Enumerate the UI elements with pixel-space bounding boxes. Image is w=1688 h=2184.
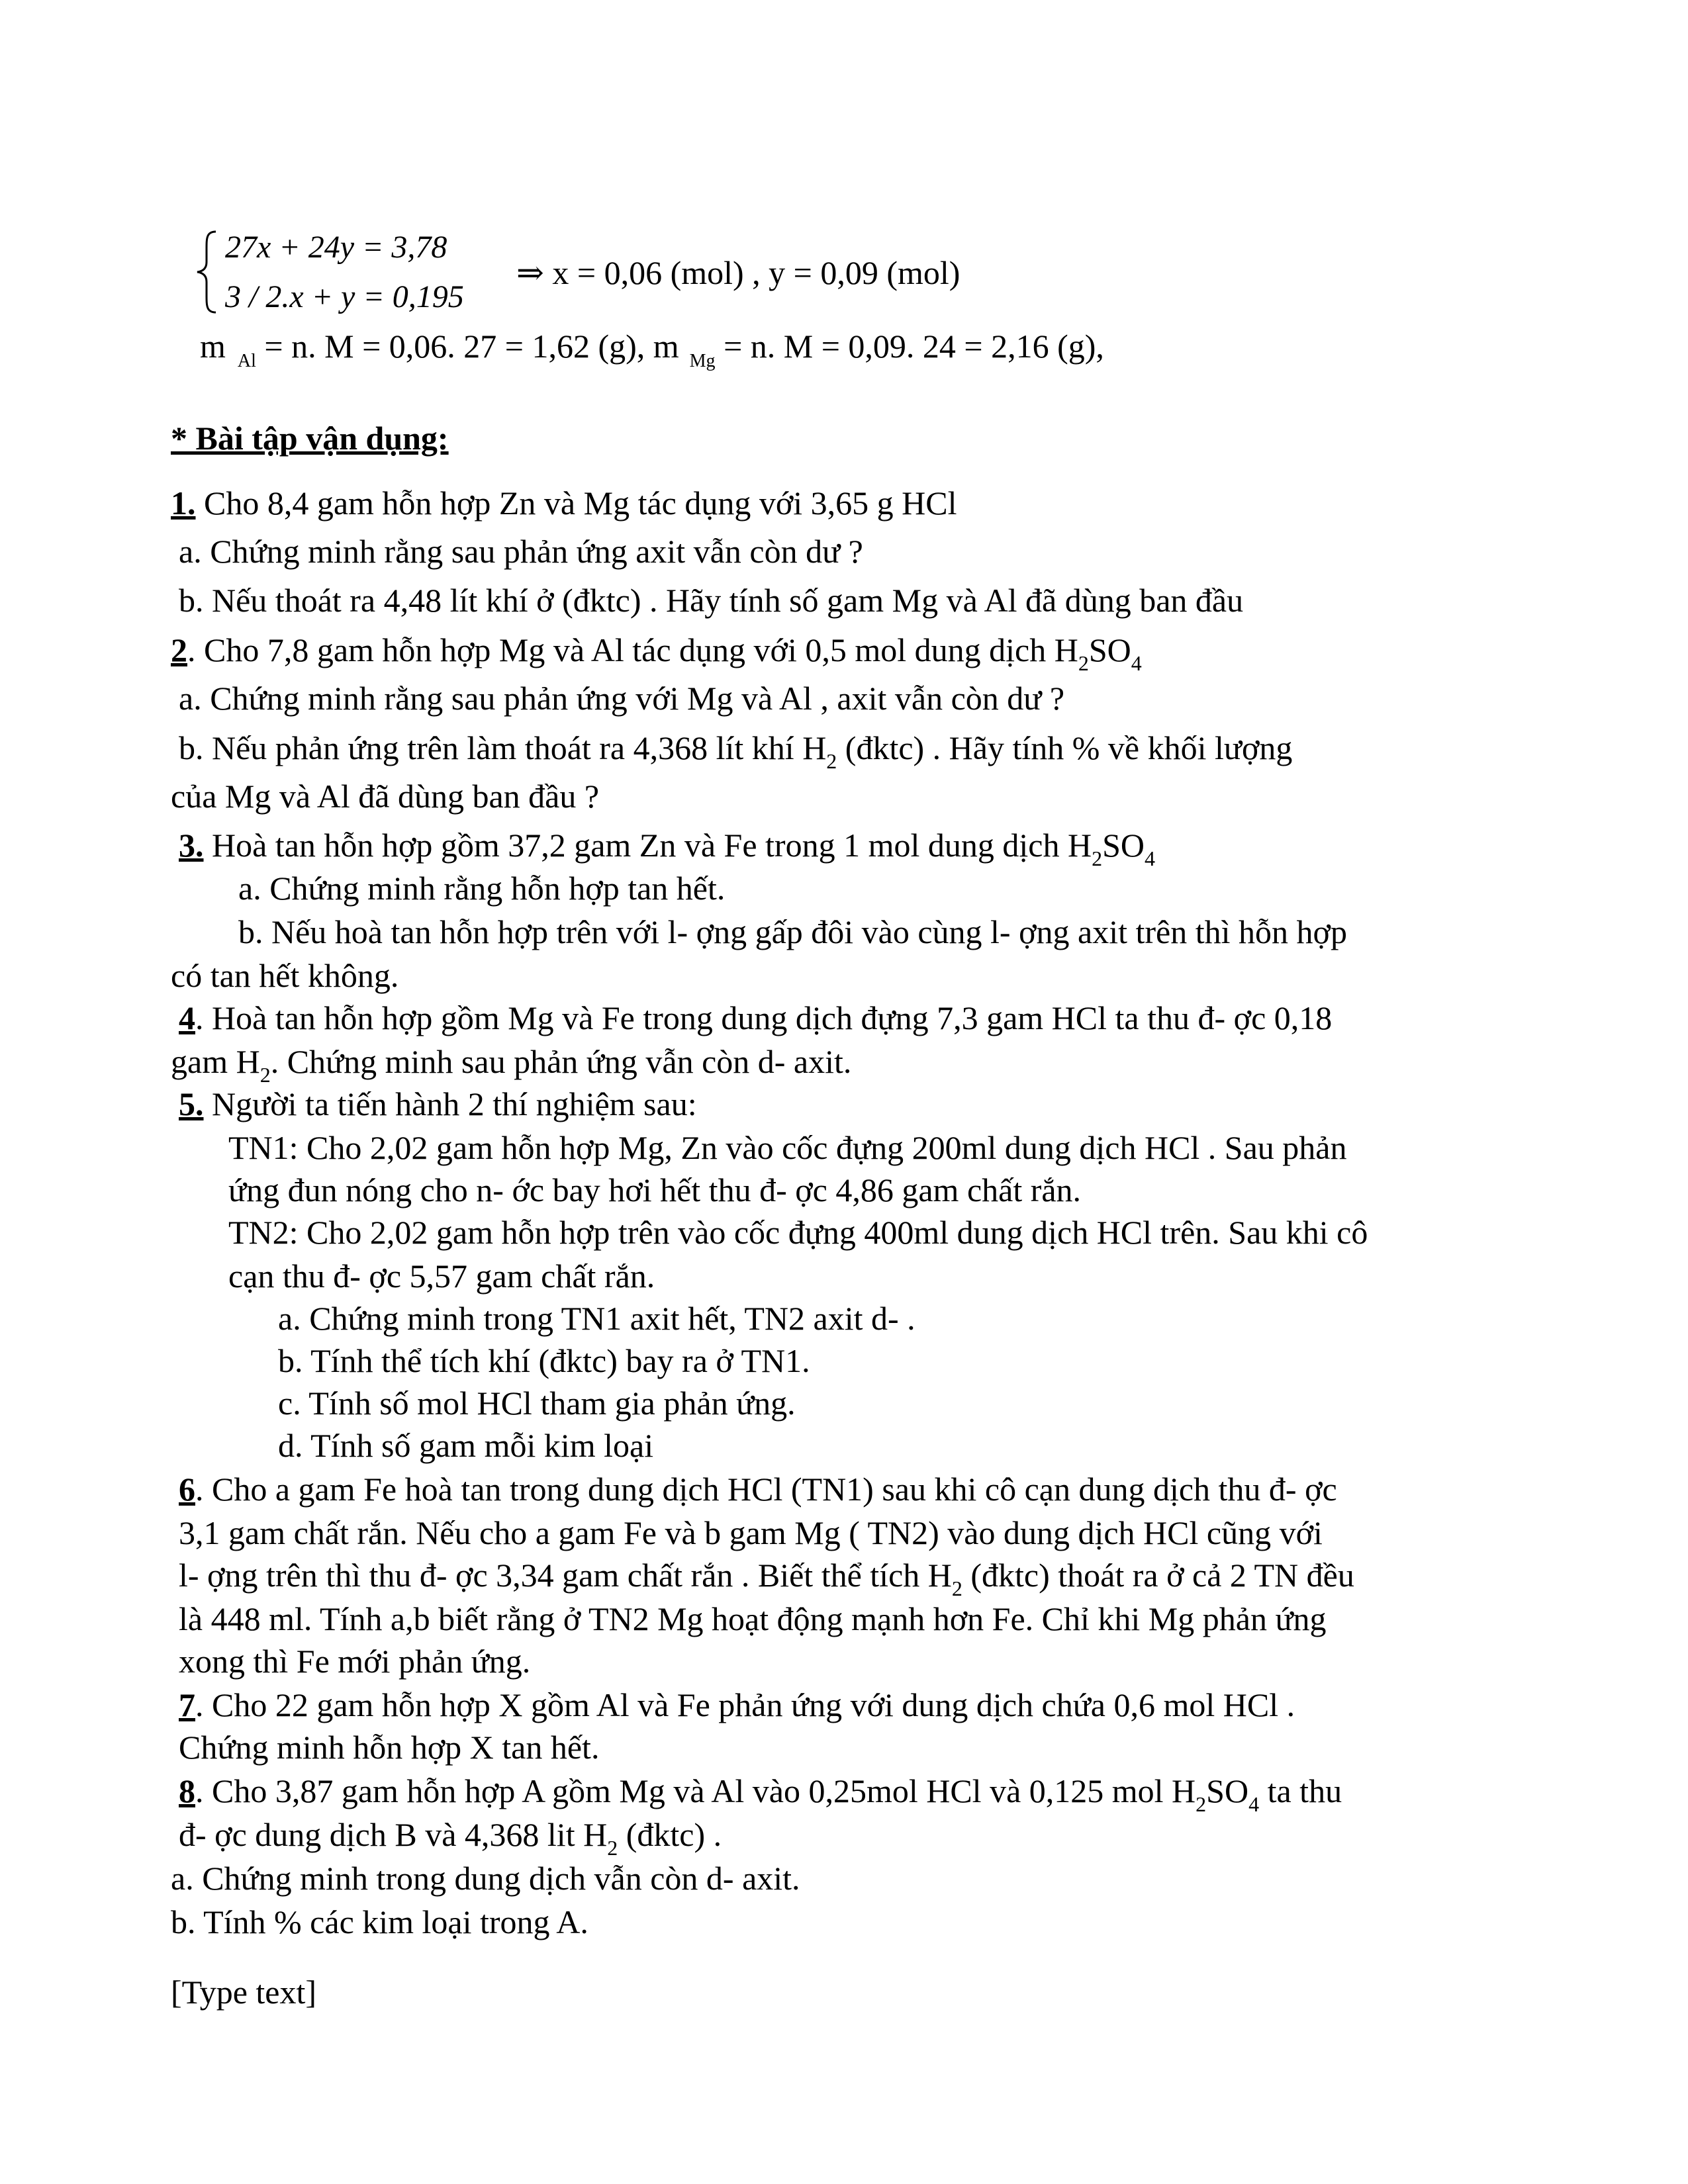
problem-5-b: b. Tính thể tích khí (đktc) bay ra ở TN1. [278, 1342, 810, 1379]
problem-8-b: b. Tính % các kim loại trong A. [171, 1903, 588, 1940]
equation-1: 27x + 24y = 3,78 [225, 230, 447, 265]
problem-2-a: a. Chứng minh rằng sau phản ứng với Mg và Al , axit vẫn còn dư ? [179, 680, 1065, 717]
problem-2-b-cont: của Mg và Al đã dùng ban đầu ? [171, 778, 600, 815]
problem-3-b: b. Nếu hoà tan hỗn hợp trên với l- ợng gấp đôi vào cùng l- ợng axit trên thì hỗn hợp [238, 913, 1347, 950]
problem-2-b: b. Nếu phản ứng trên làm thoát ra 4,368 lít khí $H_2$ (đktc) . Hãy tính % về khối lượng [179, 729, 1293, 773]
problem-5-a: a. Chứng minh trong TN1 axit hết, TN2 axit d- . [278, 1300, 915, 1337]
problem-3-a: a. Chứng minh rằng hỗn hợp tan hết. [238, 870, 726, 907]
problem-1-a: a. Chứng minh rằng sau phản ứng axit vẫn còn dư ? [179, 533, 863, 570]
equation-result: ⇒ x = 0,06 (mol) , y = 0,09 (mol) [516, 254, 961, 291]
problem-6: 6. Cho a gam Fe hoà tan trong dung dịch HCl (TN1) sau khi cô cạn dung dịch thu đ- ợc [179, 1471, 1337, 1508]
problem-4: 4. Hoà tan hỗn hợp gồm Mg và Fe trong dung dịch đựng 7,3 gam HCl ta thu đ- ợc 0,18 [179, 999, 1333, 1036]
problem-2: 2. Cho 7,8 gam hỗn hợp Mg và Al tác dụng với 0,5 mol dung dịch $H_2SO_4$ [171, 631, 1142, 675]
problem-5-c: c. Tính số mol HCl tham gia phản ứng. [278, 1385, 796, 1422]
problem-5-tn2-cont: cạn thu đ- ợc 5,57 gam chất rắn. [228, 1257, 655, 1295]
problem-3-b-cont: có tan hết không. [171, 957, 399, 994]
problem-7: 7. Cho 22 gam hỗn hợp X gồm Al và Fe phản ứng với dung dịch chứa 0,6 mol HCl . [179, 1686, 1295, 1723]
problem-6-line-4: là 448 ml. Tính a,b biết rằng ở TN2 Mg hoạt động mạnh hơn Fe. Chỉ khi Mg phản ứng [179, 1600, 1327, 1637]
problem-5-tn1: TN1: Cho 2,02 gam hỗn hợp Mg, Zn vào cốc đựng 200ml dung dịch HCl . Sau phản [228, 1129, 1347, 1166]
curly-brace-icon [193, 229, 220, 315]
problem-5-d: d. Tính số gam mỗi kim loại [278, 1427, 654, 1464]
problem-6-line-2: 3,1 gam chất rắn. Nếu cho a gam Fe và b gam Mg ( TN2) vào dung dịch HCl cũng với [179, 1514, 1323, 1551]
problem-6-line-3: l- ợng trên thì thu đ- ợc 3,34 gam chất rắn . Biết thể tích $H_2$ (đktc) thoát ra ở cả 2 TN đều [179, 1557, 1354, 1600]
problem-8: 8. Cho 3,87 gam hỗn hợp A gồm Mg và Al vào 0,25mol HCl và 0,125 mol $H_2SO_4$ ta thu [179, 1772, 1342, 1816]
problem-6-line-5: xong thì Fe mới phản ứng. [179, 1643, 531, 1680]
problem-1-b: b. Nếu thoát ra 4,48 lít khí ở (đktc) . Hãy tính số gam Mg và Al đã dùng ban đầu [179, 582, 1244, 619]
problem-7-line-2: Chứng minh hỗn hợp X tan hết. [179, 1729, 600, 1766]
problem-4-cont: gam $H_2$. Chứng minh sau phản ứng vẫn còn d- axit. [171, 1043, 852, 1087]
problem-5: 5. Người ta tiến hành 2 thí nghiệm sau: [179, 1085, 697, 1122]
mass-line: m $_{Al}$ = n. M = 0,06. 27 = 1,62 (g), m $_{Mg}$ = n. M = 0,09. 24 = 2,16 (g), [200, 328, 1104, 371]
section-heading: * Bài tập vận dụng: [171, 420, 449, 457]
problem-3: 3. Hoà tan hỗn hợp gồm 37,2 gam Zn và Fe trong 1 mol dung dịch $H_2SO_4$ [179, 827, 1155, 870]
problem-5-tn2: TN2: Cho 2,02 gam hỗn hợp trên vào cốc đựng 400ml dung dịch HCl trên. Sau khi cô [228, 1214, 1368, 1251]
footer-placeholder: [Type text] [171, 1974, 317, 2011]
problem-8-line-2: đ- ợc dung dịch B và 4,368 lit $H_2$ (đktc) . [179, 1816, 722, 1860]
problem-8-a: a. Chứng minh trong dung dịch vẫn còn d- axit. [171, 1860, 800, 1897]
equation-2: 3 / 2.x + y = 0,195 [225, 279, 464, 314]
problem-5-tn1-cont: ứng đun nóng cho n- ớc bay hơi hết thu đ- ợc 4,86 gam chất rắn. [228, 1171, 1082, 1208]
problem-1: 1. Cho 8,4 gam hỗn hợp Zn và Mg tác dụng với 3,65 g HCl [171, 484, 957, 522]
